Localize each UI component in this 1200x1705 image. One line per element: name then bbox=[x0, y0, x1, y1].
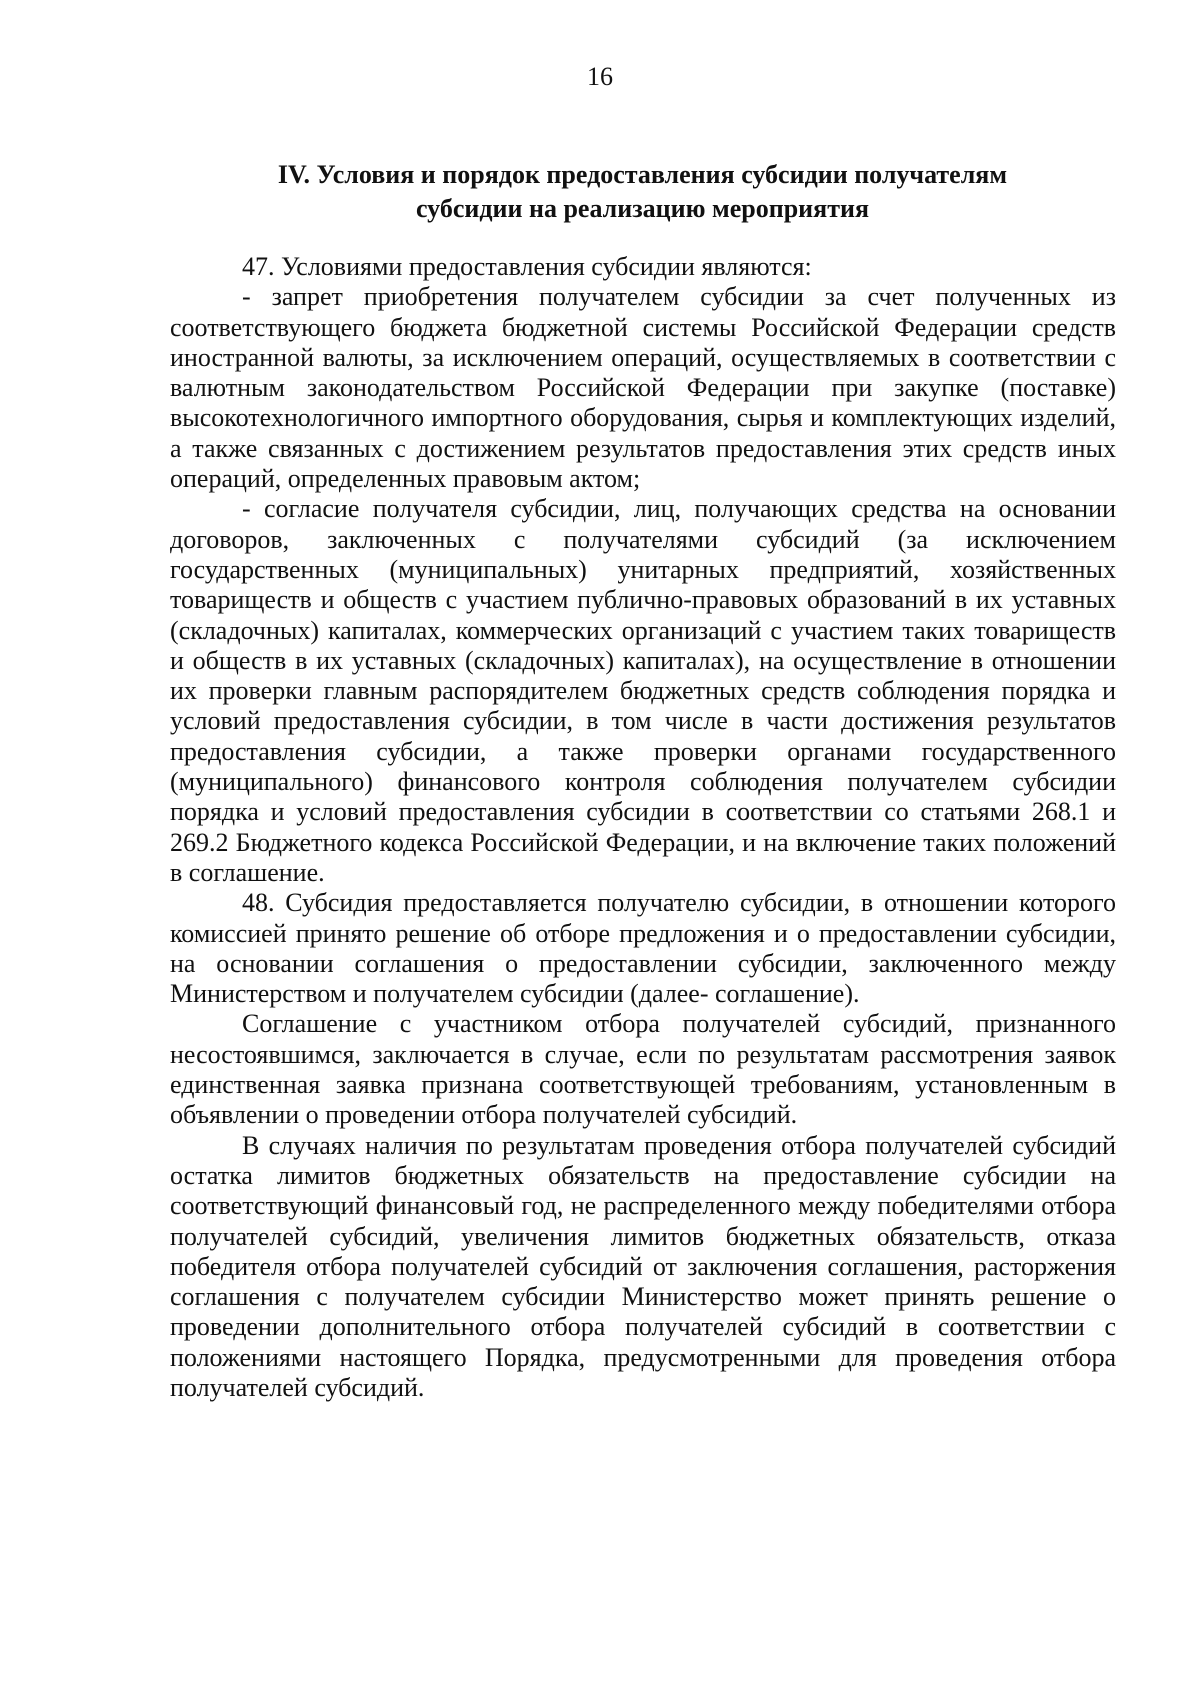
paragraph-additional-selection: В случаях наличия по результатам проведения отбора получателей субсидий остатка лимитов бюджетных обязательств на предоставление субсидии на соответствующий финансовый год, не распределенного между победителями отбора получателей субсидий, увеличения лимитов бюджетных обязательств, отказа победителя отбора получателей субсидий от заключения соглашения, расторжения соглашения с получателем субсидии Министерство может принять решение о проведении дополнительного отбора получателей субсидий в соответствии с положениями настоящего Порядка, предусмотренными для проведения отбора получателей субсидий. bbox=[170, 1130, 1116, 1402]
page-number: 16 bbox=[587, 62, 613, 91]
section-heading-line-2: субсидии на реализацию мероприятия bbox=[415, 194, 870, 223]
paragraph-47-intro: 47. Условиями предоставления субсидии являются: bbox=[242, 252, 812, 281]
document-body bbox=[170, 252, 1116, 1403]
paragraph-inspection-consent: - согласие получателя субсидии, лиц, получающих средства на основании договоров, заключенных с получателями субсидий (за исключением государственных (муниципальных) унитарных предприятий, хозяйственных товариществ и обществ с участием публично-правовых образований в их уставных (складочных) капиталах, коммерческих организаций с участием таких товариществ и обществ в их уставных (складочных) капиталах), на осуществление в отношении их проверки главным распорядителем бюджетных средств соблюдения порядка и условий предоставления субсидии, в том числе в части достижения результатов предоставления субсидии, а также проверки органами государственного (муниципального) финансового контроля соблюдения получателем субсидии порядка и условий предоставления субсидии в соответствии со статьями 268.1 и 269.2 Бюджетного кодекса Российской Федерации, и на включение таких положений в соглашение. bbox=[170, 494, 1116, 887]
section-heading bbox=[170, 158, 1115, 226]
paragraph-single-applicant: Соглашение с участником отбора получателей субсидий, признанного несостоявшимся, заключается в случае, если по результатам рассмотрения заявок единственная заявка признана соответствующей требованиям, установленным в объявлении о проведении отбора получателей субсидий. bbox=[170, 1009, 1116, 1130]
section-heading-line-1: IV. Условия и порядок предоставления субсидии получателям bbox=[277, 160, 1008, 189]
paragraph-48: 48. Субсидия предоставляется получателю субсидии, в отношении которого комиссией принято решение об отборе предложения и о предоставлении субсидии, на основании соглашения о предоставлении субсидии, заключенного между Министерством и получателем субсидии (далее- соглашение). bbox=[170, 888, 1116, 1009]
paragraph-currency-ban: - запрет приобретения получателем субсидии за счет полученных из соответствующего бюджета бюджетной системы Российской Федерации средств иностранной валюты, за исключением операций, осуществляемых в соответствии с валютным законодательством Российской Федерации при закупке (поставке) высокотехнологичного импортного оборудования, сырья и комплектующих изделий, а также связанных с достижением результатов предоставления этих средств иных операций, определенных правовым актом; bbox=[170, 282, 1116, 494]
